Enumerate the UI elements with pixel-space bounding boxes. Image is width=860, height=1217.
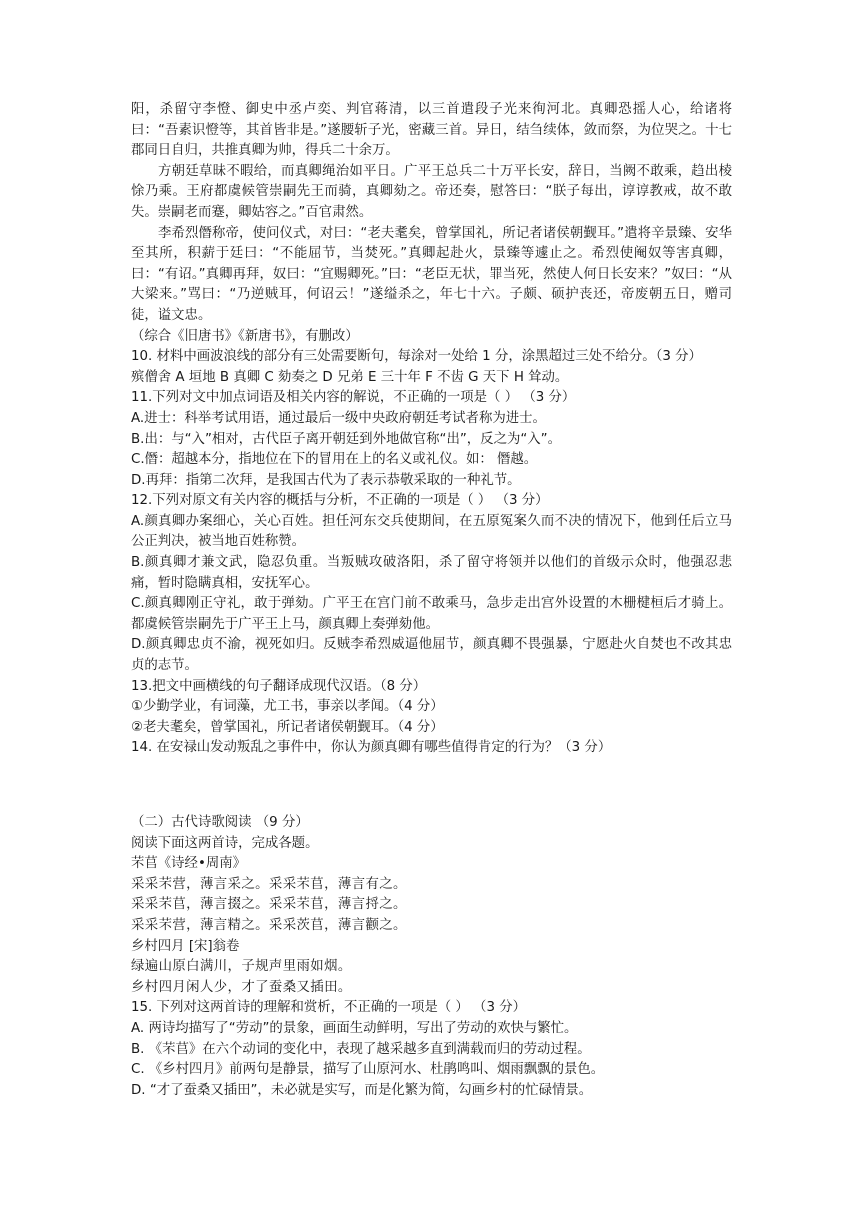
poem-1-line: 采采芣营，薄言精之。采采茨苢，薄言颧之。 (131, 917, 407, 933)
poem-2-line: 乡村四月闲人少，才了蚕桑又插田。 (131, 979, 352, 995)
passage-paragraph-2: 方朝廷草昧不暇给，而真卿绳治如平日。广平王总兵二十万平长安，辞日，当阙不敢乘，趋出棱悇乃乘。王府都虞候管崇嗣先王而骑，真卿劾之。帝还奏，慰答曰：“朕子每出，谆谆教戒，故不敢失。崇嗣老而蹇，卿姑容之。”百官肃然。 (131, 163, 732, 220)
poem-2-title: 乡村四月 [宋]翁卷 (131, 938, 240, 954)
question-13: 13.把文中画横线的句子翻译成现代汉语。（8 分） (131, 678, 427, 694)
question-11-option-a: A.进士：科举考试用语，通过最后一级中央政府朝廷考试者称为进士。 (131, 410, 546, 426)
poem-1-line: 采采芣营，薄言采之。采采芣苢，薄言有之。 (131, 876, 407, 892)
question-15: 15. 下列对这两首诗的理解和赏析，不正确的一项是（ ） （3 分） (131, 1000, 526, 1016)
question-12-option-d: D.颜真卿忠贞不渝，视死如归。反贼李希烈威逼他屈节，颜真卿不畏强暴，宁愿赴火自焚也不改其忠贞的志节。 (131, 637, 732, 674)
question-11-option-d: D.再拜：指第二次拜，是我国古代为了表示恭敬采取的一种礼节。 (131, 472, 521, 488)
question-15-option-d: D. “才了蚕桑又插田”，未必就是实写，而是化繁为简，勾画乡村的忙碌情景。 (131, 1082, 593, 1098)
question-13-item-1: ①少勤学业，有词藻，尤工书，事亲以孝闻。（4 分） (131, 699, 444, 715)
question-12: 12.下列对原文有关内容的概括与分析，不正确的一项是（ ） （3 分） (131, 493, 549, 509)
poem-1-line: 采采芣苢，薄言掇之。采采芣苢，薄言捋之。 (131, 897, 407, 913)
question-12-option-b: B.颜真卿才兼文武，隐忍负重。当叛贼攻破洛阳，杀了留守将领并以他们的首级示众时，他强忍悲痛，暂时隐瞒真相，安抚军心。 (131, 555, 732, 591)
source-citation: （综合《旧唐书》《新唐书》，有删改） (131, 328, 359, 344)
question-14: 14. 在安禄山发动叛乱之事件中，你认为颜真卿有哪些值得肯定的行为？（3 分） (131, 740, 612, 756)
question-15-option-a: A. 两诗均描写了“劳动”的景象，画面生动鲜明，写出了劳动的欢快与繁忙。 (131, 1020, 578, 1036)
section-spacer (131, 759, 732, 813)
passage-paragraph-3: 李希烈僭称帝，使问仪式，对曰：“老夫耄矣，曾掌国礼，所记者诸侯朝觐耳。”遣将辛景臻、安华至其所，积薪于廷曰：“不能屈节，当焚死。”真卿起赴火，景臻等遽止之。希烈使阉奴等害真卿，曰：“有诏。”真卿再拜，奴曰：“宜赐卿死。”曰：“老臣无状，罪当死，然使人何日长安来？”奴曰：“从大梁来。”骂曰：“乃逆贼耳，何诏云！”遂缢杀之，年七十六。子颇、硕护丧还，帝废朝五日，赠司徒，谥文忠。 (131, 225, 732, 323)
poem-2-line: 绿遍山原白满川，子规声里雨如烟。 (131, 959, 352, 975)
question-12-option-c: C.颜真卿刚正守礼，敢于弹劾。广平王在宫门前不敢乘马，急步走出宫外设置的木栅楗桓后才骑上。都虞候管崇嗣先于广平王上马，颜真卿上奏弹劾他。 (131, 596, 732, 632)
passage-paragraph-1: 阳，杀留守李憕、御史中丞卢奕、判官蒋清，以三首遣段子光来徇河北。真卿恐摇人心，给诸将曰：“吾素识憕等，其首皆非是。”遂腰斩子光，密藏三首。异日，结刍续体，敛而祭，为位哭之。十七郡同日自归，共推真卿为帅，得兵二十余万。 (131, 102, 732, 159)
document-page (131, 100, 732, 1101)
question-11-option-b: B.出：与“入”相对，古代臣子离开朝廷到外地做官称“出”，反之为“入”。 (131, 431, 562, 447)
question-12-option-a: A.颜真卿办案细心，关心百姓。担任河东交兵使期间，在五原冤案久而不决的情况下，他到任后立马公正判决，被当地百姓称赞。 (131, 513, 732, 550)
poem-1-title: 芣苢《诗经•周南》 (131, 856, 247, 872)
question-13-item-2: ②老夫耄矣，曾掌国礼，所记者诸侯朝觐耳。（4 分） (131, 719, 444, 735)
question-11-option-c: C.僭：超越本分，指地位在下的冒用在上的名义或礼仪。如： 僭越。 (131, 452, 538, 468)
section-2-heading: （二）古代诗歌阅读 （9 分） (131, 815, 309, 830)
question-15-option-c: C. 《乡村四月》前两句是静景，描写了山原河水、杜鹃鸣叫、烟雨飘飘的景色。 (131, 1062, 605, 1078)
question-10-options: 殡僧舍 A 垣地 B 真卿 C 劾奏之 D 兄弟 E 三十年 F 不齿 G 天下 H 耸动。 (131, 369, 569, 385)
section-2-instruction: 阅读下面这两首诗，完成各题。 (131, 835, 319, 851)
question-11: 11.下列对文中加点词语及相关内容的解说，不正确的一项是（ ） （3 分） (131, 390, 576, 406)
question-15-option-b: B. 《芣苢》在六个动词的变化中，表现了越采越多直到满载而归的劳动过程。 (131, 1041, 591, 1057)
question-10: 10. 材料中画波浪线的部分有三处需要断句，每涂对一处给 1 分，涂黑超过三处不给分。（3 分） (131, 349, 702, 365)
